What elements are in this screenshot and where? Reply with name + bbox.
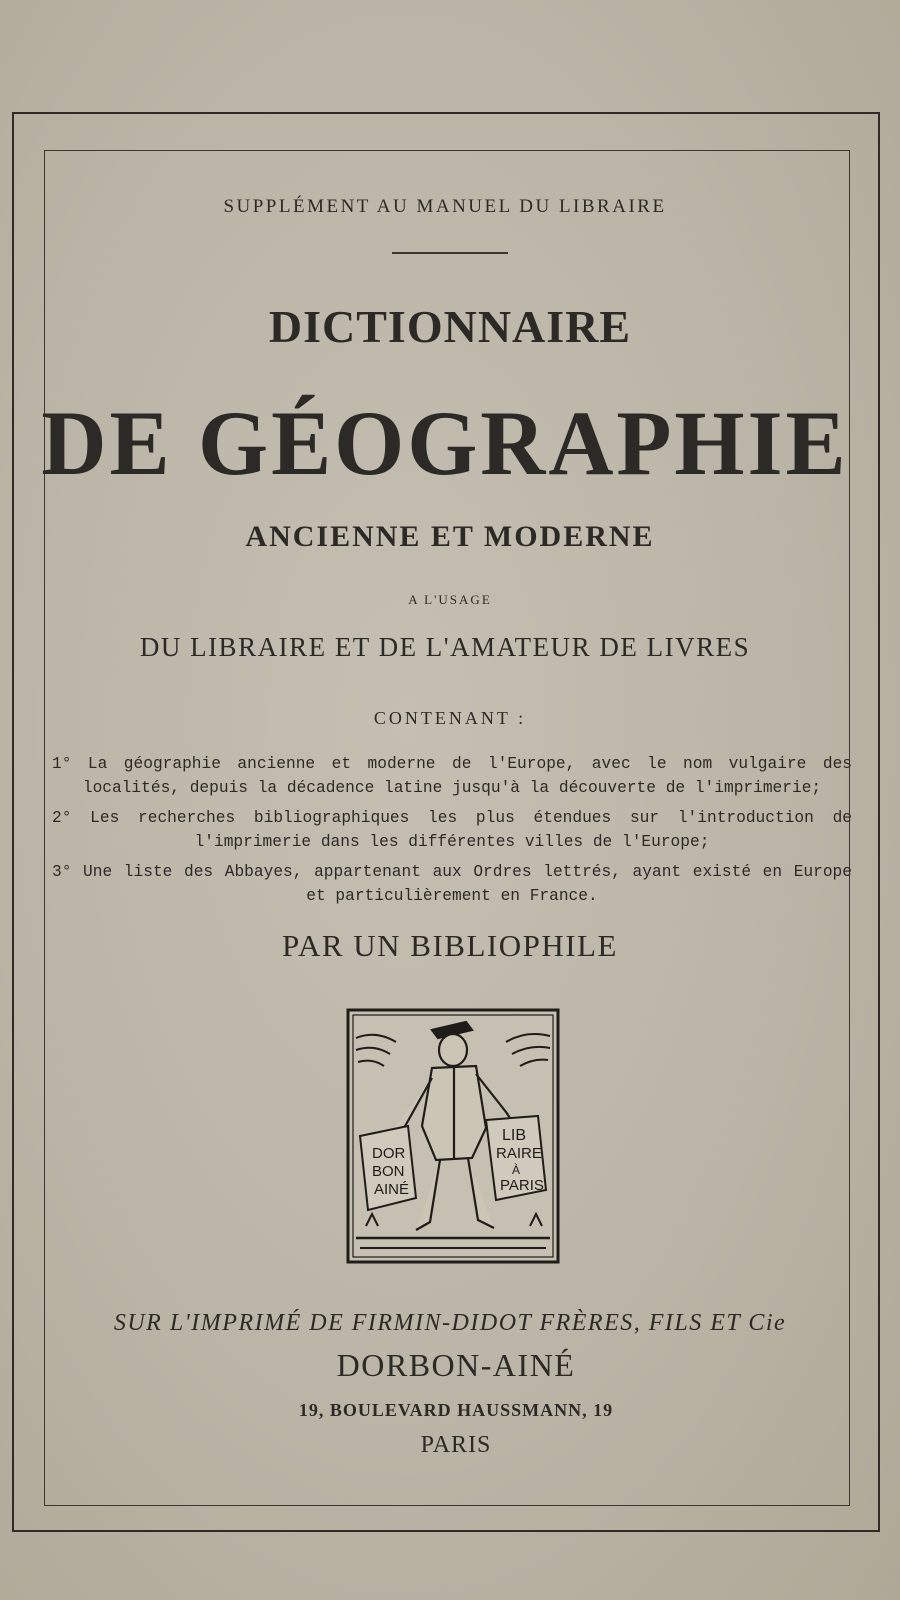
a-lusage: A L'USAGE	[408, 592, 492, 607]
emblem-left-sign-line-2: BON	[372, 1163, 405, 1180]
publisher-name: DORBON-AINÉ	[336, 1347, 576, 1383]
contenant-heading: CONTENANT :	[373, 708, 527, 728]
contents-item-3-line-2: et particulièrement en France.	[306, 887, 598, 905]
printer-line: SUR L'IMPRIMÉ DE FIRMIN-DIDOT FRÈRES, FILS ET Cie	[113, 1310, 787, 1336]
title-line-2: DE GÉOGRAPHIE	[41, 392, 849, 494]
contents-item-2-line-2: l'imprimerie dans les différentes villes de l'Europe;	[194, 833, 710, 851]
contents-item-1-line-2: localités, depuis la décadence latine jusqu'à la découverte de l'imprimerie;	[82, 779, 822, 797]
emblem-right-sign-line-2: RAIRE	[496, 1145, 542, 1162]
contents-item-1	[52, 752, 852, 800]
contents-item-1-line-1: 1° La géographie ancienne et moderne de l'Europe, avec le nom vulgaire des	[52, 755, 852, 773]
emblem-left-sign-line-3: AINÉ	[374, 1181, 410, 1198]
title-line-1: DICTIONNAIRE	[268, 301, 632, 352]
supplement-line: SUPPLÉMENT AU MANUEL DU LIBRAIRE	[223, 196, 667, 217]
author-line: PAR UN BIBLIOPHILE	[282, 928, 618, 963]
publisher-city: PARIS	[420, 1432, 492, 1458]
audience-line: DU LIBRAIRE ET DE L'AMATEUR DE LIVRES	[139, 632, 751, 662]
title-rule	[392, 252, 508, 254]
bookseller-emblem-illustration	[346, 1008, 560, 1264]
emblem-right-sign-line-3: À	[512, 1163, 521, 1177]
emblem-right-sign-line-1: LIB	[502, 1127, 527, 1144]
publisher-address: 19, BOULEVARD HAUSSMANN, 19	[298, 1400, 614, 1420]
contents-item-3	[52, 860, 852, 908]
contents-item-2	[52, 806, 852, 854]
emblem-left-sign-line-1: DOR	[372, 1145, 406, 1162]
emblem-right-sign-line-4: PARIS	[500, 1177, 544, 1194]
subtitle: ANCIENNE ET MODERNE	[245, 520, 655, 553]
contents-item-2-line-1: 2° Les recherches bibliographiques les plus étendues sur l'introduction de	[52, 809, 852, 827]
contents-item-3-line-1: 3° Une liste des Abbayes, appartenant aux Ordres lettrés, ayant existé en Europe	[52, 863, 852, 881]
